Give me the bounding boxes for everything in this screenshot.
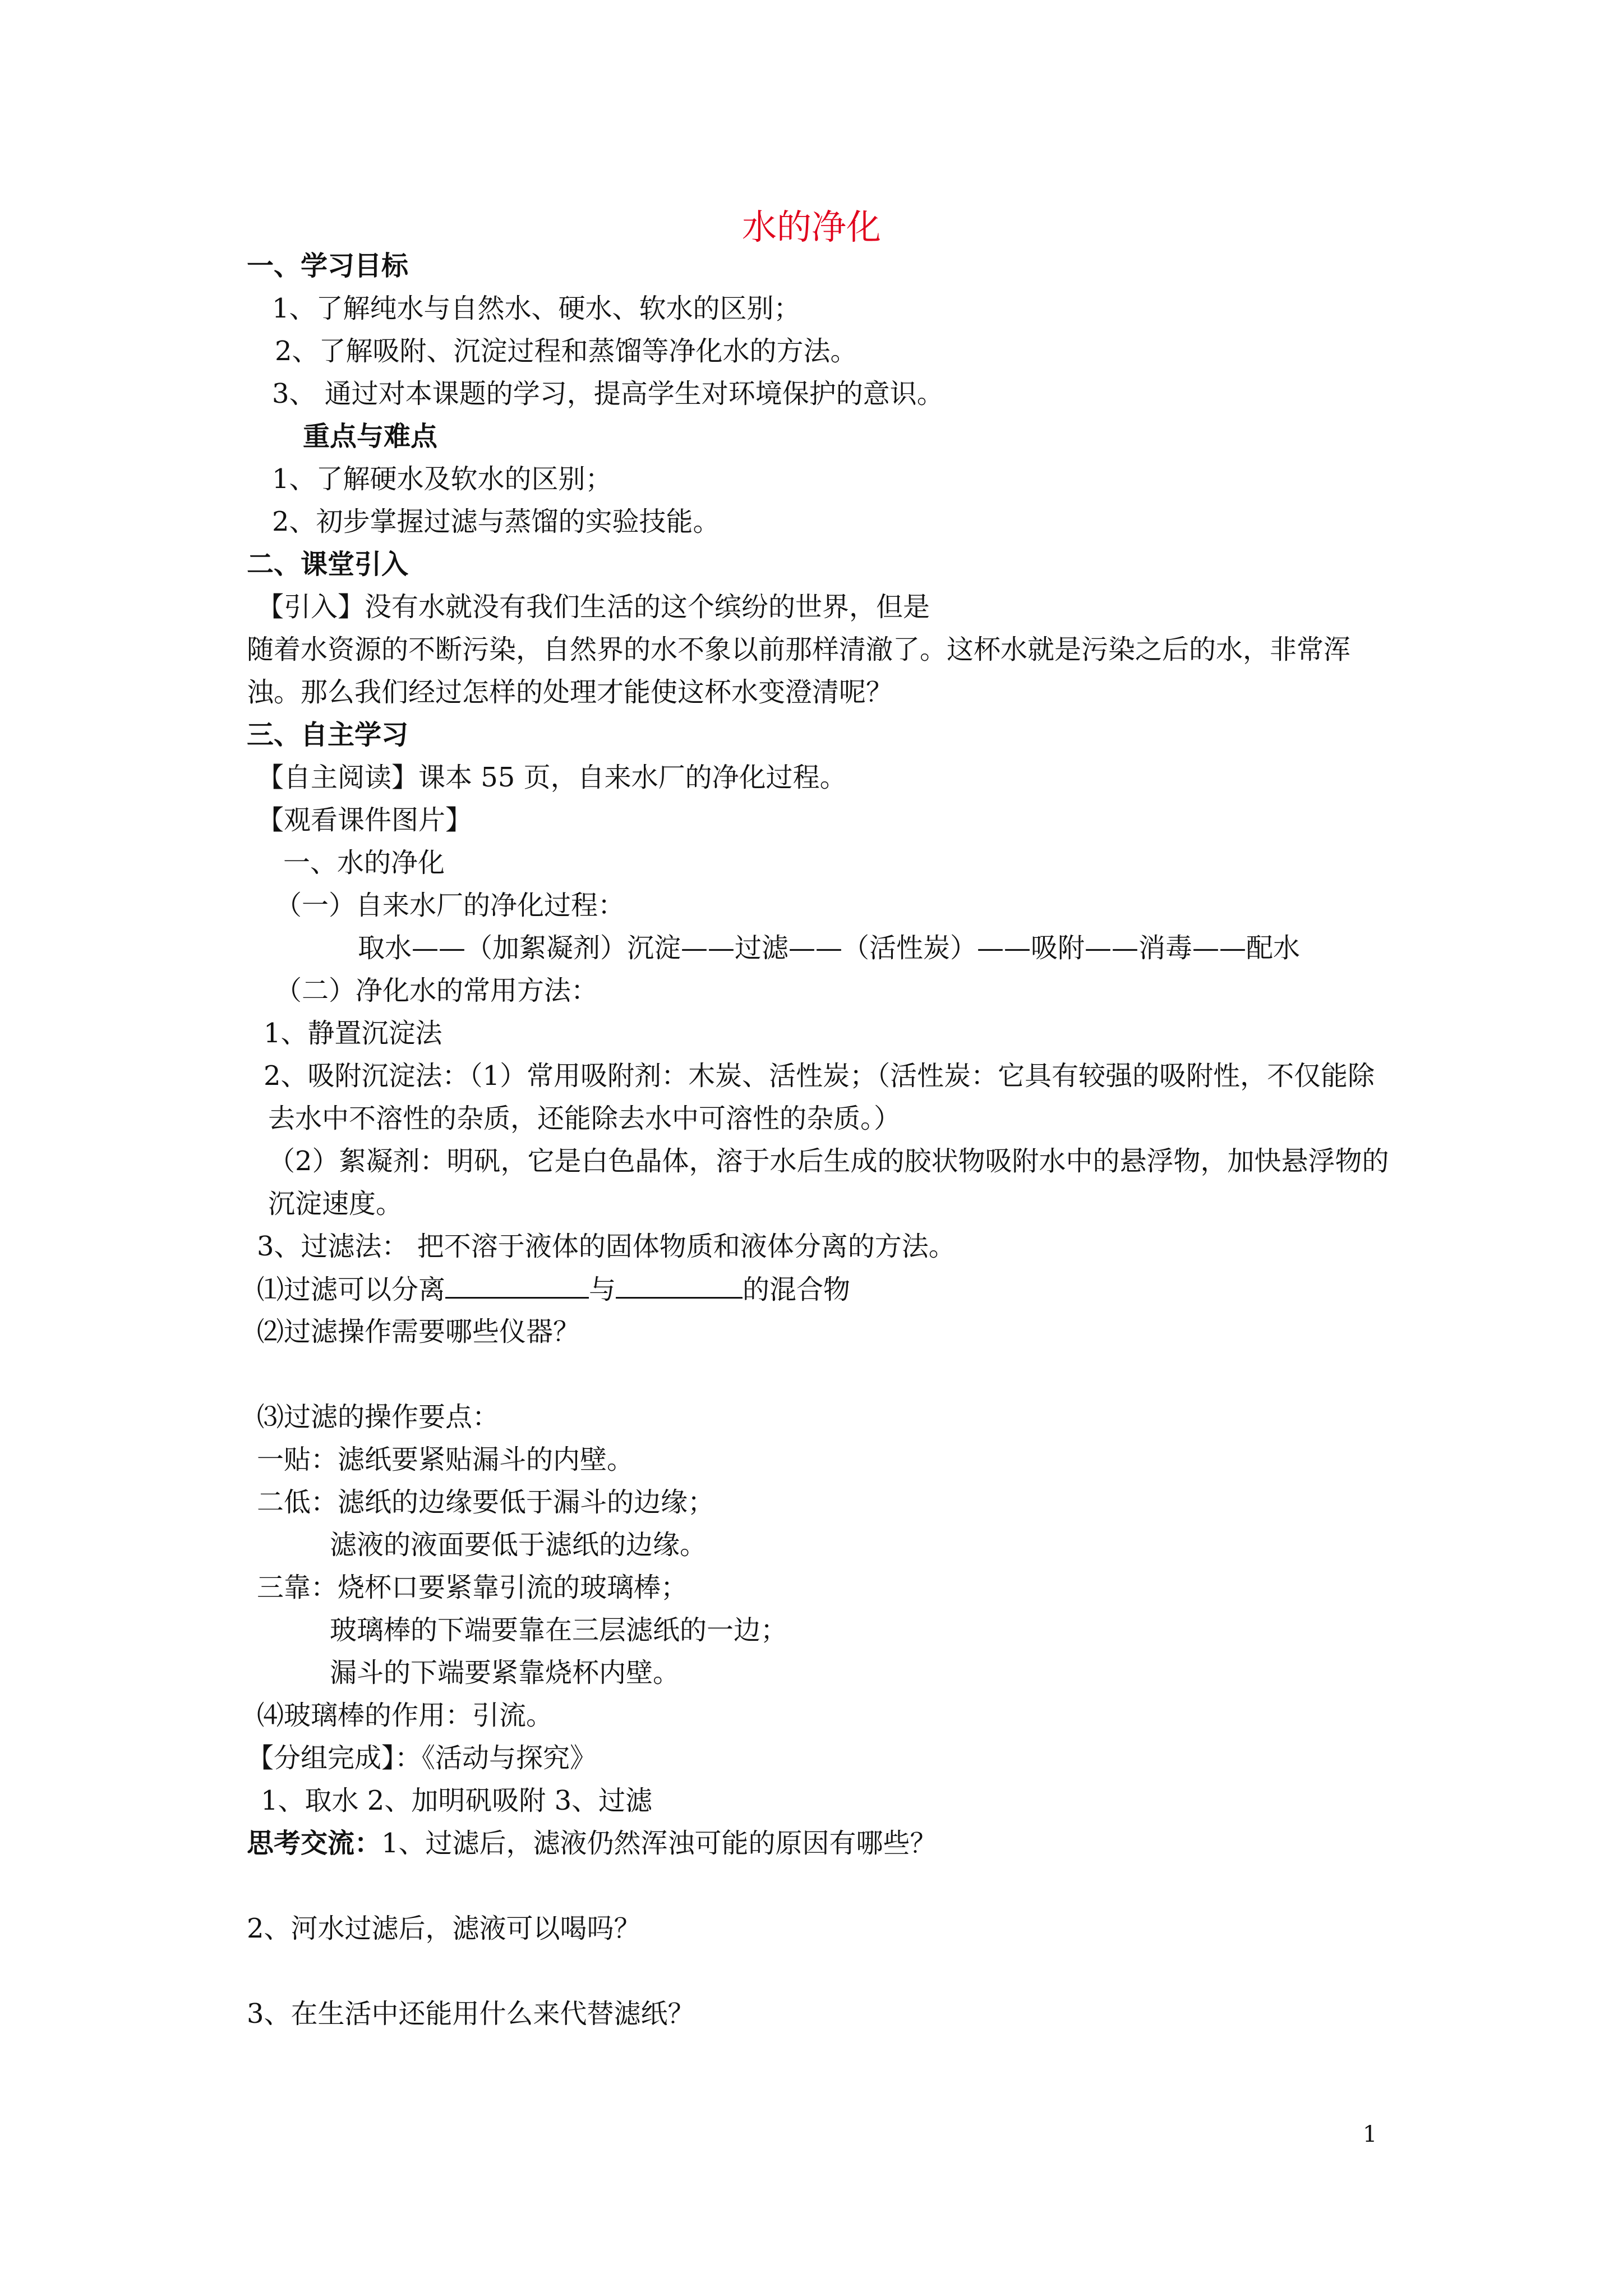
- question-line: ⑶过滤的操作要点：: [257, 1401, 500, 1433]
- discussion-label: 思考交流：: [247, 1828, 382, 1859]
- intro-line: 随着水资源的不断污染，自然界的水不象以前那样清澈了。这杯水就是污染之后的水，非常浑: [247, 634, 1351, 665]
- subheading: （一）自来水厂的净化过程：: [275, 890, 625, 921]
- question-text: ⑴过滤可以分离: [257, 1274, 446, 1305]
- procedure-line: 二低：滤纸的边缘要低于漏斗的边缘；: [257, 1487, 715, 1518]
- subheading: 一、水的净化: [283, 847, 445, 878]
- section-heading-self-study: 三、自主学习: [247, 719, 409, 751]
- method-line: （2）絮凝剂：明矾，它是白色晶体，溶于水后生成的胶状物吸附水中的悬浮物，加快悬浮物的: [268, 1145, 1389, 1177]
- goal-item: 3、 通过对本课题的学习，提高学生对环境保护的意识。: [272, 378, 944, 409]
- process-line: 取水——（加絮凝剂）沉淀——过滤——（活性炭）——吸附——消毒——配水: [358, 932, 1301, 964]
- discussion-question: 2、河水过滤后，滤液可以喝吗？: [247, 1913, 641, 1944]
- method-line: 去水中不溶性的杂质，还能除去水中可溶性的杂质。）: [268, 1103, 901, 1134]
- intro-line: 【引入】没有水就没有我们生活的这个缤纷的世界，但是: [257, 591, 930, 623]
- question-line: ⑵过滤操作需要哪些仪器？: [257, 1316, 580, 1347]
- subheading: （二）净化水的常用方法：: [275, 975, 598, 1006]
- procedure-line: 玻璃棒的下端要靠在三层滤纸的一边；: [330, 1614, 788, 1646]
- key-point-item: 1、了解硬水及软水的区别；: [272, 463, 612, 495]
- goal-item: 2、了解吸附、沉淀过程和蒸馏等净化水的方法。: [275, 335, 857, 367]
- activity-steps: 1、取水 2、加明矾吸附 3、过滤: [261, 1785, 653, 1816]
- reading-line: 【自主阅读】课本 55 页，自来水厂的净化过程。: [257, 762, 847, 793]
- method-line: 1、静置沉淀法: [264, 1018, 442, 1049]
- procedure-line: 三靠：烧杯口要紧靠引流的玻璃棒；: [257, 1572, 688, 1603]
- method-line: 沉淀速度。: [268, 1188, 403, 1220]
- procedure-line: 一贴：滤纸要紧贴漏斗的内壁。: [257, 1444, 634, 1475]
- section-heading-goals: 一、学习目标: [247, 250, 409, 282]
- section-heading-intro: 二、课堂引入: [247, 549, 409, 580]
- group-activity-line: 【分组完成】：《活动与探究》: [247, 1742, 597, 1774]
- question-line: ⑷玻璃棒的作用：引流。: [257, 1700, 554, 1731]
- question-text: 与: [589, 1274, 616, 1305]
- page-number: 1: [1363, 2122, 1377, 2147]
- discussion-question: 1、过滤后，滤液仍然浑浊可能的原因有哪些？: [381, 1828, 937, 1859]
- key-point-item: 2、初步掌握过滤与蒸馏的实验技能。: [272, 506, 720, 537]
- procedure-line: 漏斗的下端要紧靠烧杯内壁。: [330, 1657, 680, 1688]
- answer-blank[interactable]: [445, 1272, 589, 1299]
- goal-item: 1、了解纯水与自然水、硬水、软水的区别；: [272, 293, 801, 324]
- key-points-heading: 重点与难点: [303, 421, 438, 452]
- discussion-line: [247, 1826, 937, 1860]
- fill-in-question: [257, 1272, 850, 1306]
- method-line: 3、过滤法： 把不溶于液体的固体物质和液体分离的方法。: [257, 1231, 956, 1262]
- page-title: 水的净化: [741, 206, 881, 247]
- intro-line: 浊。那么我们经过怎样的处理才能使这杯水变澄清呢？: [247, 677, 893, 708]
- answer-blank[interactable]: [616, 1272, 743, 1299]
- watch-line: 【观看课件图片】: [257, 804, 473, 836]
- procedure-line: 滤液的液面要低于滤纸的边缘。: [330, 1529, 707, 1561]
- question-text: 的混合物: [743, 1274, 851, 1305]
- method-line: 2、吸附沉淀法：（1）常用吸附剂：木炭、活性炭；（活性炭：它具有较强的吸附性，不仅能除: [264, 1060, 1375, 1092]
- discussion-question: 3、在生活中还能用什么来代替滤纸？: [247, 1998, 695, 2030]
